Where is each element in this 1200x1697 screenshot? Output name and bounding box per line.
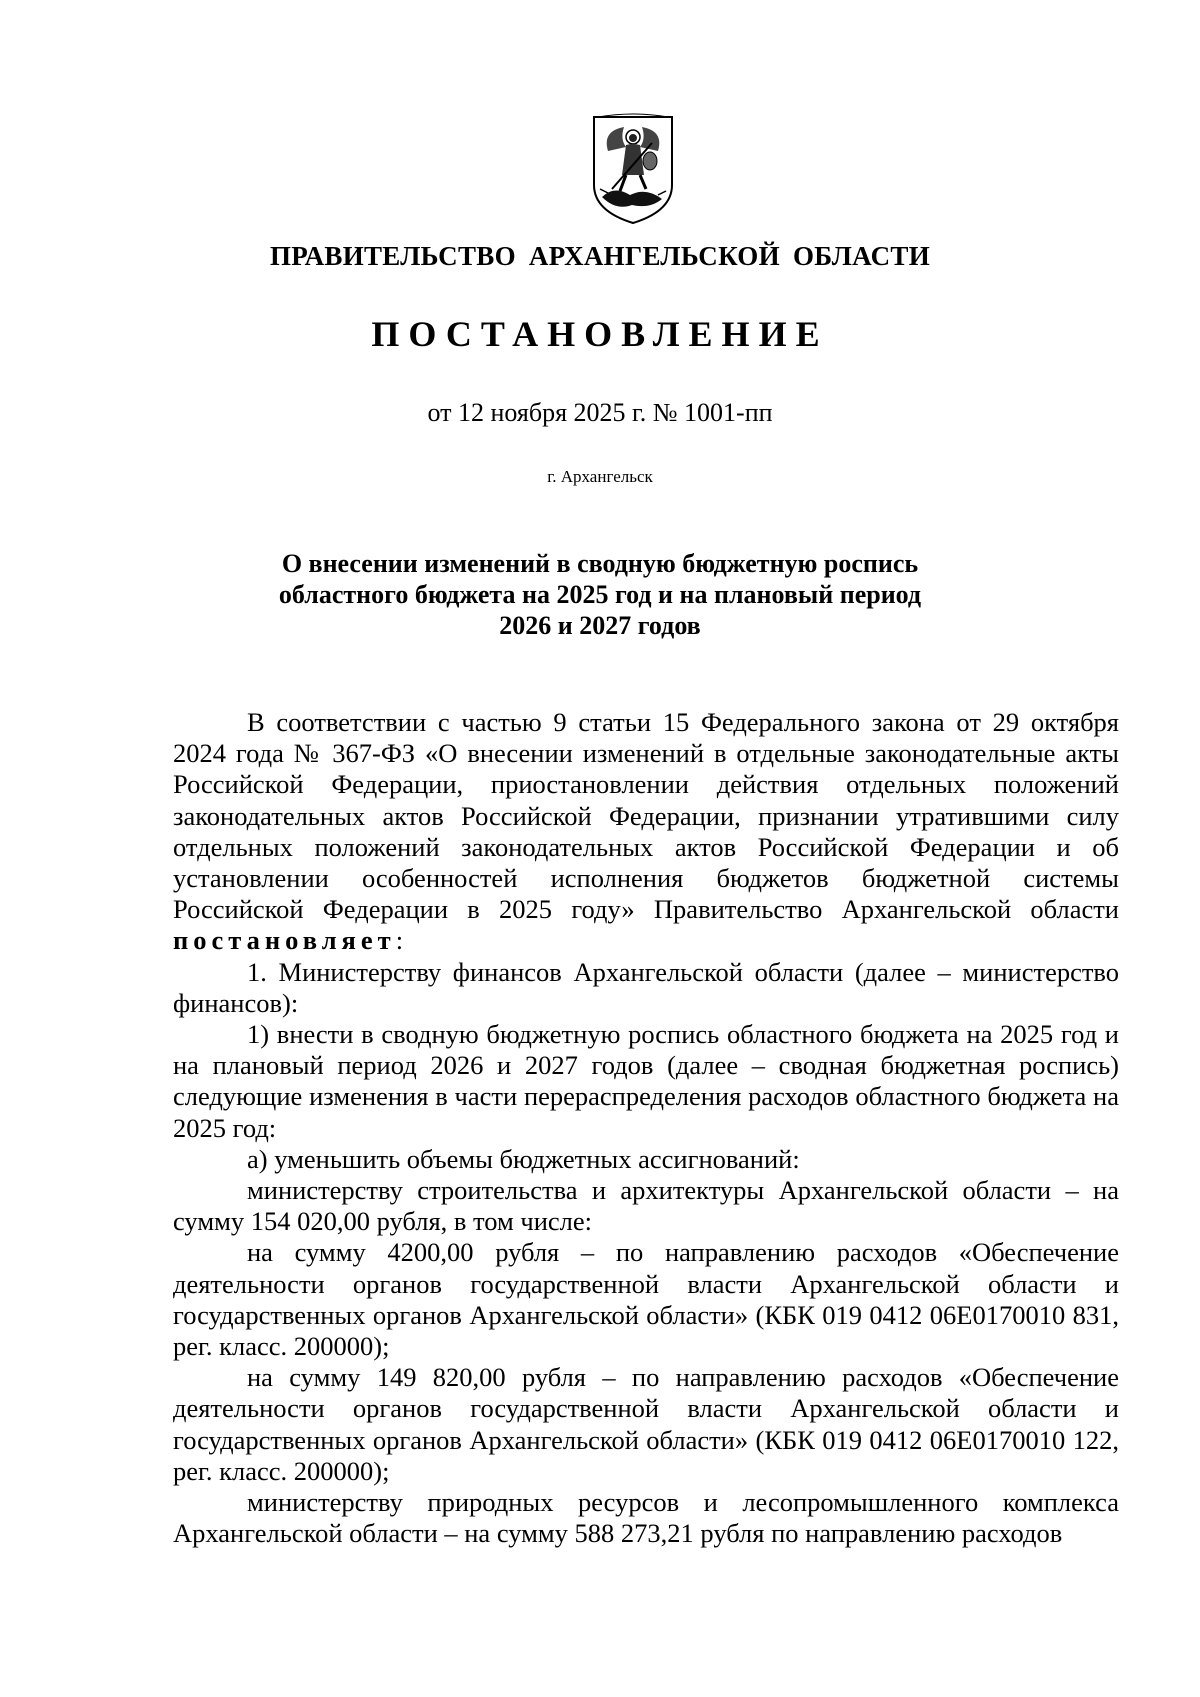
- document-subject: [0, 548, 1200, 641]
- body-paragraph: 1. Министерству финансов Архангельской области (далее – министерство финансов):: [173, 956, 1119, 1018]
- body-paragraph: министерству природных ресурсов и лесопромышленного комплекса Архангельской области – на сумму 588 273,21 рубля по направлению расходов: [173, 1487, 1119, 1549]
- body-paragraph: [173, 707, 1119, 957]
- subject-line: областного бюджета на 2025 год и на плановый период: [278, 580, 922, 609]
- preamble-text: В соответствии с частью 9 статьи 15 Федерального закона от 29 октября 2024 года № 367-ФЗ «О внесении изменений в отдельные законодательные акты Российской Федерации, приостановлении действия отдельных положений законодательных актов Российской Федерации, признании утратившими силу отдельных положений законодательных актов Российской Федерации и об установлении особенностей исполнения бюджетов бюджетной системы Российской Федерации в 2025 году» Правительство Архангельской области: [173, 707, 1119, 925]
- body-paragraph: на сумму 149 820,00 рубля – по направлению расходов «Обеспечение деятельности органов государственной власти Архангельской области и государственных органов Архангельской области» (КБК 019 0412 06Е0170010 122, рег. класс. 200000);: [173, 1362, 1119, 1486]
- subject-line: 2026 и 2027 годов: [499, 611, 701, 640]
- body-paragraph: на сумму 4200,00 рубля – по направлению расходов «Обеспечение деятельности органов государственной власти Архангельской области и государственных органов Архангельской области» (КБК 019 0412 06Е0170010 831, рег. класс. 200000);: [173, 1237, 1119, 1362]
- preamble-colon: :: [395, 925, 404, 956]
- document-date-number: от 12 ноября 2025 г. № 1001-пп: [427, 398, 773, 427]
- subject-line: О внесении изменений в сводную бюджетную роспись: [281, 549, 919, 578]
- government-title: ПРАВИТЕЛЬСТВО АРХАНГЕЛЬСКОЙ ОБЛАСТИ: [269, 241, 931, 271]
- body-paragraph: а) уменьшить объемы бюджетных ассигнований:: [247, 1143, 800, 1174]
- resolution-keyword: постановляет: [173, 925, 396, 956]
- body-paragraph: министерству строительства и архитектуры Архангельской области – на сумму 154 020,00 рубля, в том числе:: [173, 1175, 1119, 1237]
- document-city: г. Архангельск: [547, 467, 653, 486]
- document-body: [173, 707, 1119, 1549]
- document-type: ПОСТАНОВЛЕНИЕ: [371, 314, 829, 354]
- archangel-coat-of-arms-icon: [590, 113, 676, 225]
- body-paragraph: 1) внести в сводную бюджетную роспись областного бюджета на 2025 год и на плановый период 2026 и 2027 годов (далее – сводная бюджетная роспись) следующие изменения в части перераспределения расходов областного бюджета на 2025 год:: [173, 1019, 1119, 1143]
